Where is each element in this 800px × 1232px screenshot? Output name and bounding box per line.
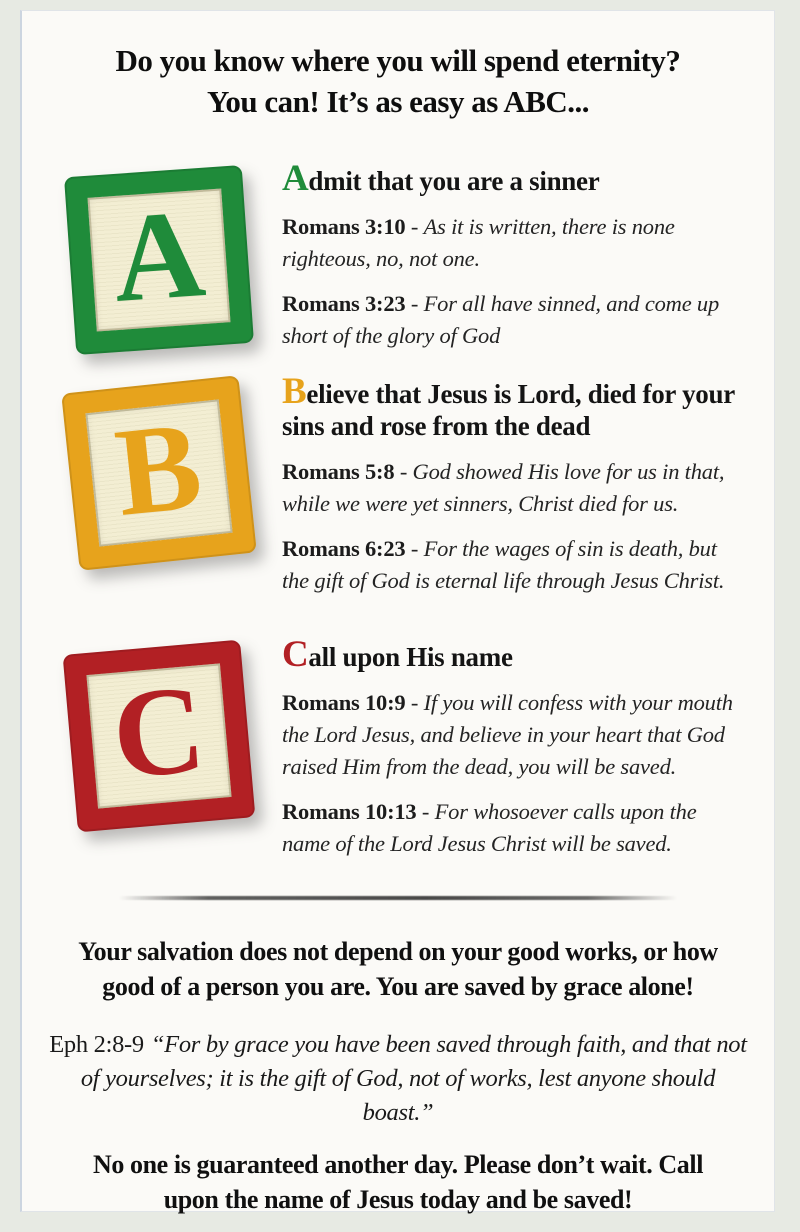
verse-reference: Eph 2:8-9 <box>49 1030 144 1058</box>
heading-rest: dmit that you are a sinner <box>308 165 600 196</box>
section-divider <box>119 896 677 900</box>
verse-separator: - <box>405 690 424 716</box>
verse-reference: Romans 5:8 <box>282 459 395 485</box>
verse-reference: Romans 10:13 <box>282 798 417 824</box>
verse-line <box>282 456 746 520</box>
section-heading-call <box>282 634 746 676</box>
verse-text: For the wages of sin is death, but the gift of God is eternal life through Jesus Christ. <box>282 536 725 594</box>
verse-separator: - <box>405 213 424 239</box>
letter-block-b-face <box>85 395 232 546</box>
verse-line <box>282 687 746 783</box>
letter-block-c <box>63 640 256 833</box>
block-column <box>70 378 256 598</box>
footer-message-grace: Your salvation does not depend on your good works, or how good of a person you are. You are saved by grace alone! <box>78 936 718 1001</box>
block-column <box>70 165 256 352</box>
verse-line <box>282 533 746 597</box>
verse-text: If you will confess with your mouth the Lord Jesus, and believe in your heart that God raised Him from the dead, you will be saved. <box>282 690 733 779</box>
verse-line <box>282 796 746 860</box>
verse-reference: Romans 3:23 <box>282 290 406 316</box>
section-believe <box>22 370 774 598</box>
verse-text: For all have sinned, and come up short of the glory of God <box>282 290 720 348</box>
verse-separator: - <box>416 798 435 824</box>
verse-text: As it is written, there is none righteous, no, not one. <box>282 213 675 271</box>
verse-line <box>282 288 746 352</box>
footer-ephesians-verse <box>44 1028 752 1129</box>
block-letter-b: B <box>109 395 208 543</box>
verse-reference: Romans 10:9 <box>282 690 406 716</box>
letter-block-c-face <box>86 659 231 809</box>
page-title <box>22 41 774 123</box>
letter-block-a-face <box>87 183 230 331</box>
verse-separator: - <box>405 290 424 316</box>
heading-initial: A <box>282 157 309 199</box>
heading-initial: C <box>282 634 309 676</box>
section-content <box>282 634 748 860</box>
section-content <box>282 370 748 598</box>
section-content <box>282 157 748 352</box>
heading-initial: B <box>282 370 307 412</box>
title-line-2: You can! It’s as easy as ABC... <box>206 83 590 119</box>
footer-message-call-today: No one is guaranteed another day. Please don’t wait. Call upon the name of Jesus today and be saved! <box>92 1150 704 1215</box>
verse-reference: Romans 6:23 <box>282 536 406 562</box>
verse-separator: - <box>394 459 413 485</box>
section-heading-believe <box>282 370 746 444</box>
section-call <box>22 634 774 860</box>
letter-block-b <box>61 375 257 571</box>
section-admit <box>22 157 774 352</box>
verse-line <box>282 211 746 275</box>
verse-text: “For by grace you have been saved through faith, and that not of yourselves; it is the gift of God, not of works, lest anyone should boast.” <box>80 1030 747 1126</box>
heading-rest: elieve that Jesus is Lord, died for your sins and rose from the dead <box>282 378 735 442</box>
heading-rest: all upon His name <box>308 642 513 673</box>
section-heading-admit <box>282 157 746 199</box>
block-column <box>70 641 256 860</box>
letter-block-a <box>64 165 254 355</box>
title-line-1: Do you know where you will spend eternity? <box>115 43 681 78</box>
block-letter-c: C <box>107 659 211 806</box>
tract-page <box>20 10 775 1215</box>
verse-reference: Romans 3:10 <box>282 213 406 239</box>
verse-separator: - <box>405 536 424 562</box>
verse-text: For whosoever calls upon the name of the Lord Jesus Christ will be saved. <box>282 798 697 856</box>
block-letter-a: A <box>108 183 209 329</box>
verse-text: God showed His love for us in that, while we were yet sinners, Christ died for us. <box>282 459 725 517</box>
